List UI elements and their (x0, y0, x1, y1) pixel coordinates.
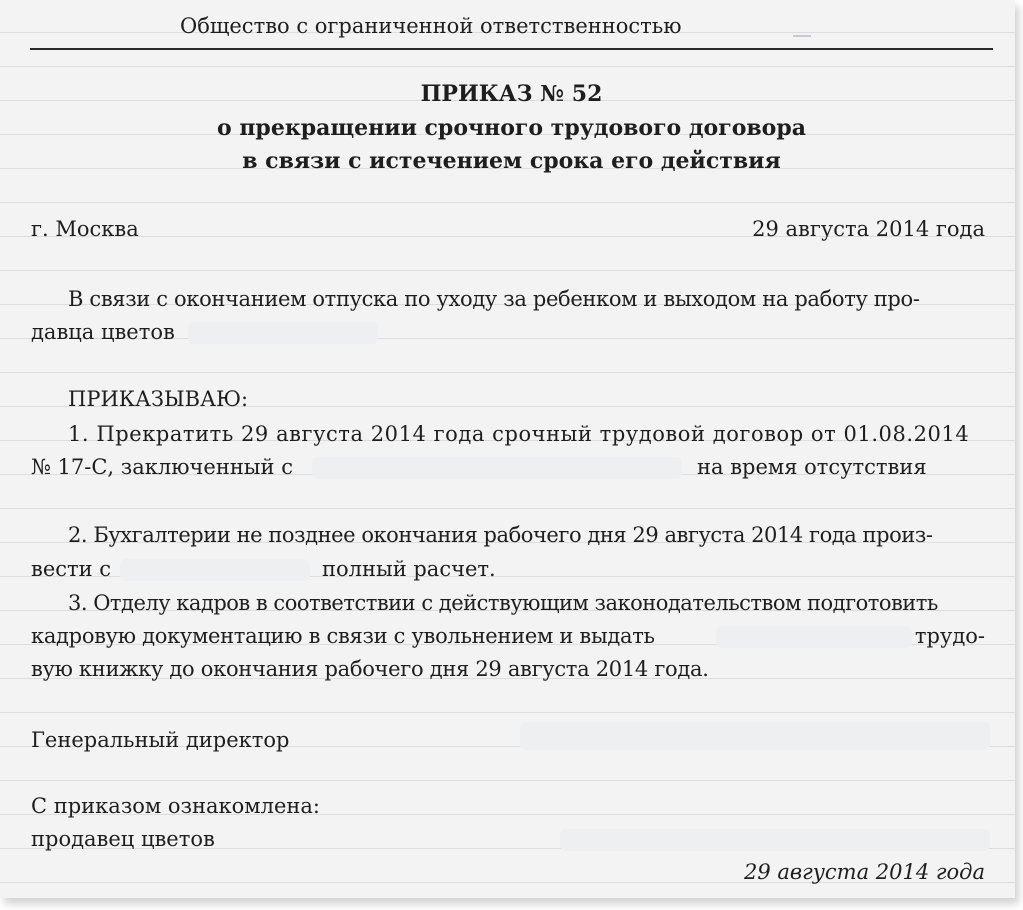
acknowledgement-label: С приказом ознакомлена: (31, 794, 321, 818)
item-3-line-3: вую книжку до окончания рабочего дня 29 августа 2014 года. (31, 657, 709, 681)
item-3-line-2-end: трудо- (914, 624, 985, 648)
item-1-line-1: 1. Прекратить 29 августа 2014 года срочный трудовой договор от 01.08.2014 (68, 422, 970, 446)
item-2-line-2-end: полный расчет. (322, 557, 496, 581)
redacted-employee (312, 457, 682, 479)
redaction-mark (793, 35, 811, 37)
order-subtitle-line-1: о прекращении срочного трудового договора (217, 115, 806, 141)
order-date: 29 августа 2014 года (752, 217, 985, 241)
order-subtitle-line-2: в связи с истечением срока его действия (242, 148, 781, 174)
redacted-employee-signature (560, 829, 990, 851)
item-1-line-2-end: на время отсутствия (697, 455, 927, 479)
redacted-employee-3 (716, 626, 912, 648)
redacted-employee-2 (120, 559, 310, 581)
redacted-signature (520, 722, 990, 750)
item-3-line-2-start: кадровую документацию в связи с увольнением и выдать (31, 624, 655, 648)
organization-name: Общество с ограниченной ответственностью (180, 14, 682, 38)
item-3-line-1: 3. Отделу кадров в соответствии с действующим законодательством подготовить (68, 591, 938, 615)
header-rule (30, 48, 993, 50)
item-1-line-2-start: № 17-С, заключенный с (31, 455, 293, 479)
preamble-line-1: В связи с окончанием отпуска по уходу за ребенком и выходом на работу про- (68, 287, 920, 311)
preamble-line-2: давца цветов (31, 320, 175, 344)
acknowledgement-date: 29 августа 2014 года (743, 860, 985, 884)
employee-position: продавец цветов (31, 827, 215, 851)
city: г. Москва (31, 217, 139, 241)
redacted-name (188, 322, 378, 344)
order-title: ПРИКАЗ № 52 (420, 81, 603, 107)
item-2-line-2-start: вести с (31, 557, 112, 581)
director-title: Генеральный директор (31, 728, 290, 752)
order-word: ПРИКАЗЫВАЮ: (68, 387, 249, 411)
item-2-line-1: 2. Бухгалтерии не позднее окончания рабочего дня 29 августа 2014 года произ- (68, 523, 933, 547)
